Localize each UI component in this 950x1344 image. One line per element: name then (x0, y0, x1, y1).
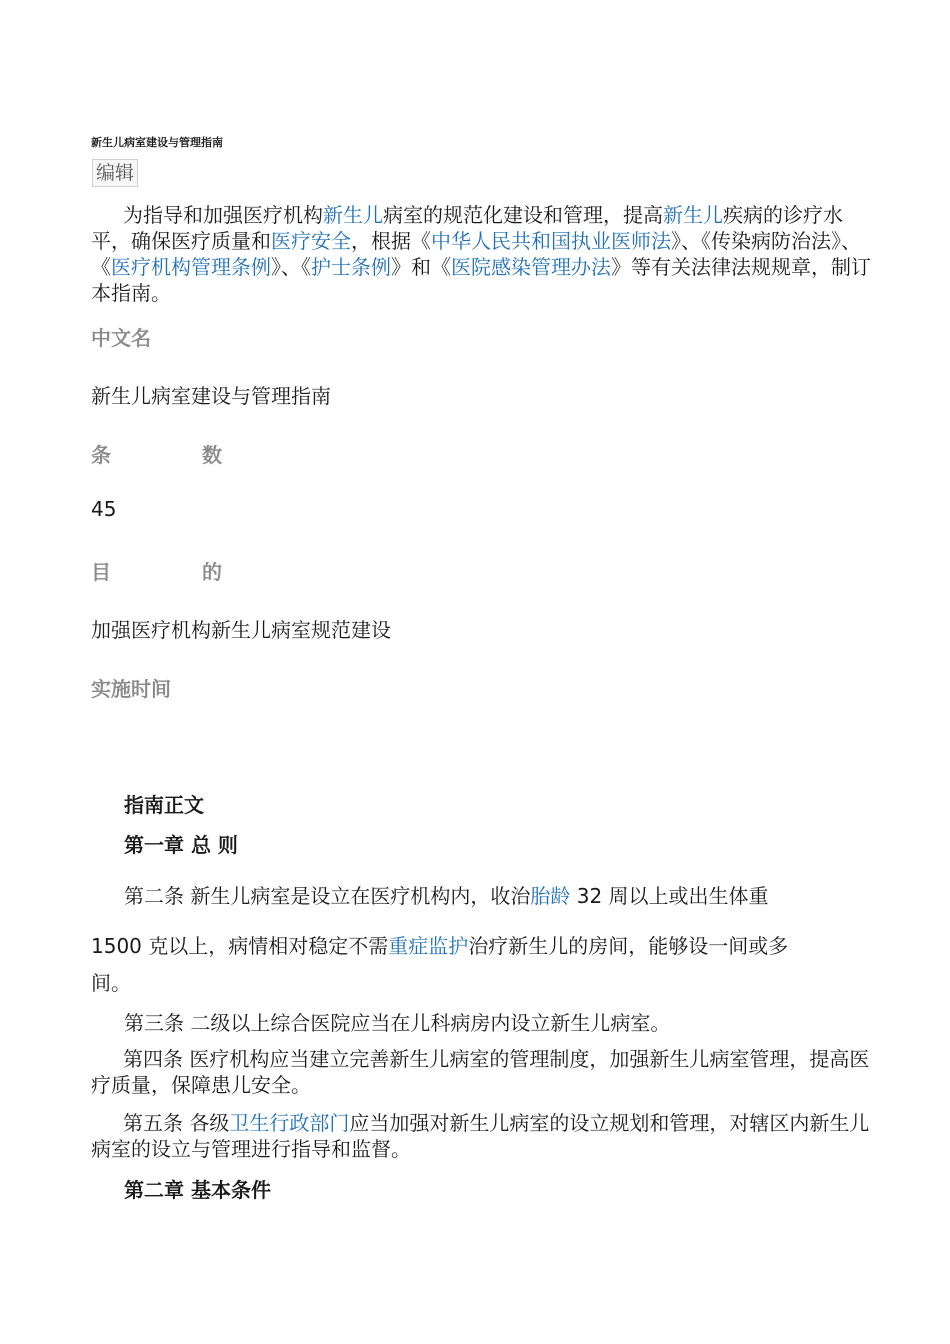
article-2-line-1 (124, 880, 769, 909)
article-4-text: 第四条 医疗机构应当建立完善新生儿病室的管理制度，加强新生儿病室管理，提高医疗质量，保障患儿安全。 (91, 1047, 870, 1097)
chapter-2-heading: 第二章 基本条件 (124, 1178, 271, 1202)
intro-text-2: 病室的规范化建设和管理，提高 (383, 203, 663, 227)
article-5 (91, 1110, 881, 1162)
link-newborn-1[interactable]: 新生儿 (323, 203, 383, 227)
section-title: 指南正文 (124, 793, 204, 817)
info-label-count-b: 数 (202, 443, 222, 467)
info-value-name: 新生儿病室建设与管理指南 (91, 384, 331, 408)
article-3: 第三条 二级以上综合医院应当在儿科病房内设立新生儿病室。 (124, 1011, 671, 1035)
link-health-department[interactable]: 卫生行政部门 (229, 1111, 350, 1135)
article-5-text-b: 应当加强对新生儿病室的设立规划和管理，对辖区内新生儿病室的设立与管理进行指导和监督。 (91, 1111, 870, 1161)
link-gestational-age[interactable]: 胎龄 (530, 884, 571, 908)
intro-text-8: 》等有关法律法规规章，制订本指南。 (91, 255, 871, 305)
link-nurse-regulations[interactable]: 护士条例 (311, 255, 391, 279)
intro-text-3: 疾病的诊疗水平，确保医疗质量和 (91, 203, 843, 253)
intro-text-5: 》、《传染病防治法》、《 (91, 229, 861, 279)
info-value-purpose: 加强医疗机构新生儿病室规范建设 (91, 618, 391, 642)
article-2-text-c: 1500 克以上，病情相对稳定不需 (91, 934, 389, 958)
article-2-text-d: 治疗新生儿的房间，能够设一间或多 (468, 934, 789, 958)
link-institution-regulations[interactable]: 医疗机构管理条例 (111, 255, 271, 279)
intro-paragraph (91, 202, 881, 306)
info-value-count: 45 (91, 497, 117, 521)
intro-text-7: 》和《 (391, 255, 451, 279)
link-infection-management[interactable]: 医院感染管理办法 (451, 255, 611, 279)
article-5-text-a: 第五条 各级 (123, 1111, 230, 1135)
article-2-line-3: 间。 (91, 971, 131, 995)
article-2-text-a: 第二条 新生儿病室是设立在医疗机构内，收治 (124, 884, 531, 908)
article-4 (91, 1046, 881, 1098)
info-label-name: 中文名 (91, 326, 151, 350)
intro-text-4: ，根据《 (351, 229, 431, 253)
edit-button[interactable]: 编辑 (92, 159, 138, 187)
info-label-purpose-a: 目 (91, 560, 111, 584)
link-medical-safety[interactable]: 医疗安全 (271, 229, 351, 253)
intro-text-1: 为指导和加强医疗机构 (123, 203, 323, 227)
info-label-time: 实施时间 (91, 677, 171, 701)
link-newborn-2[interactable]: 新生儿 (663, 203, 723, 227)
link-intensive-care[interactable]: 重症监护 (388, 934, 469, 958)
link-physicians-law[interactable]: 中华人民共和国执业医师法 (431, 229, 671, 253)
article-2-text-b: 32 周以上或出生体重 (570, 884, 769, 908)
article-2-line-2 (91, 930, 788, 959)
page-title: 新生儿病室建设与管理指南 (91, 136, 223, 149)
info-label-count-a: 条 (91, 443, 111, 467)
chapter-1-heading: 第一章 总 则 (124, 833, 238, 857)
info-label-purpose-b: 的 (202, 560, 222, 584)
intro-text-6: 》、《 (271, 255, 311, 279)
